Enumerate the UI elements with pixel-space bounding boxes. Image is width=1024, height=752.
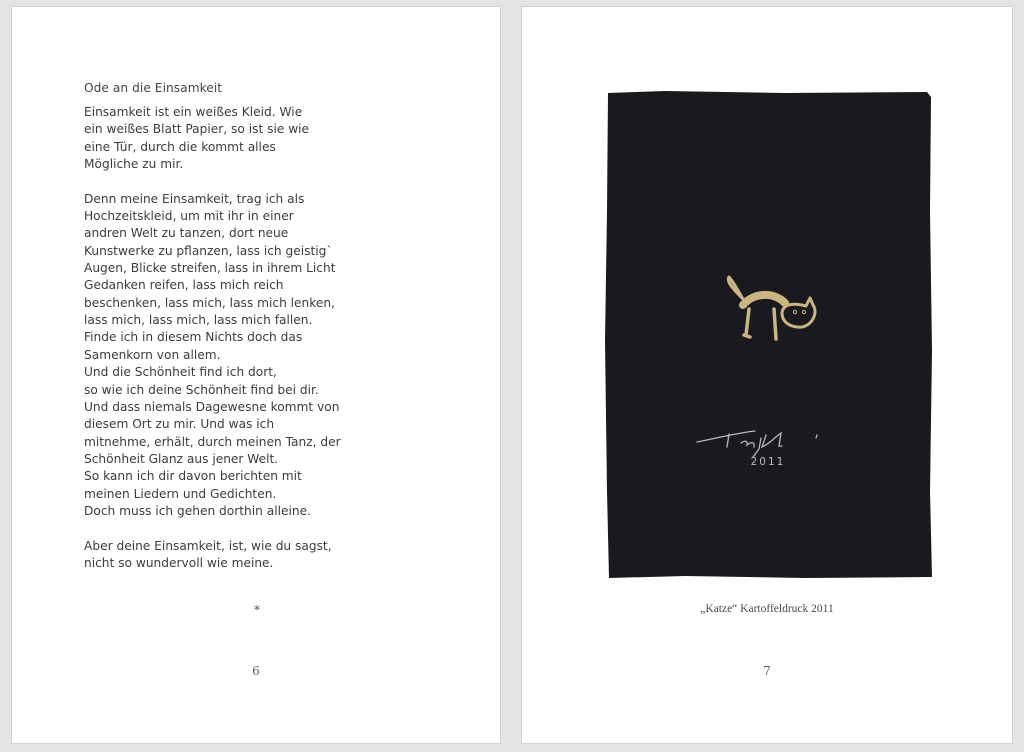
poem-line: Finde ich in diesem Nichts doch das <box>84 330 303 345</box>
poem-line: Doch muss ich gehen dorthin alleine. <box>84 503 311 518</box>
poem-title: Ode an die Einsamkeit <box>84 81 223 95</box>
poem-line: eine Tür, durch die kommt alles <box>84 139 276 154</box>
poem-line: beschenken, lass mich, lass mich lenken, <box>84 295 335 310</box>
page-number-right: 7 <box>763 664 771 678</box>
poem-line: Und dass niemals Dagewesne kommt von <box>84 399 340 414</box>
artwork-svg <box>605 91 933 579</box>
right-page <box>521 6 1013 744</box>
poem-stanza <box>84 191 341 521</box>
page-number-left: 6 <box>252 664 260 678</box>
section-ornament: * <box>254 603 260 617</box>
cat-eye-right <box>802 310 805 313</box>
artwork-print <box>605 91 933 579</box>
poem-line: Denn meine Einsamkeit, trag ich als <box>84 191 305 206</box>
cat-eye-left <box>793 310 796 313</box>
poem-line: Einsamkeit ist ein weißes Kleid. Wie <box>84 105 303 119</box>
poem-line: lass mich, lass mich, lass mich fallen. <box>84 313 313 328</box>
poem-line: So kann ich dir davon berichten mit <box>84 469 302 484</box>
poem-line: andren Welt zu tanzen, dort neue <box>84 226 289 241</box>
poem-line: Augen, Blicke streifen, lass in ihrem Licht <box>84 261 336 276</box>
left-page <box>11 6 501 744</box>
signature-year: 2011 <box>750 456 786 468</box>
poem-line: Hochzeitskleid, um mit ihr in einer <box>84 209 294 224</box>
cat-back-leg <box>774 309 776 339</box>
poem-line: Samenkorn von allem. <box>84 347 221 362</box>
poem-line: Gedanken reifen, lass mich reich <box>84 278 284 293</box>
poem-line: mitnehme, erhält, durch meinen Tanz, der <box>84 434 341 449</box>
poem-stanza <box>84 104 341 173</box>
poem-stanza <box>84 538 341 573</box>
poem-line: Kunstwerke zu pflanzen, lass ich geistig` <box>84 243 333 258</box>
poem-line: Schönheit Glanz aus jener Welt. <box>84 451 279 466</box>
poem-line: so wie ich deine Schönheit find bei dir. <box>84 382 319 397</box>
print-paper <box>605 91 932 578</box>
poem-body <box>84 104 341 590</box>
poem-line: Aber deine Einsamkeit, ist, wie du sagst, <box>84 538 332 553</box>
artwork-caption: „Katze“ Kartoffeldruck 2011 <box>700 603 834 615</box>
poem-line: diesem Ort zu mir. Und was ich <box>84 417 275 432</box>
poem-line: Mögliche zu mir. <box>84 157 184 172</box>
poem-line: Und die Schönheit find ich dort, <box>84 365 277 380</box>
poem-line: nicht so wundervoll wie meine. <box>84 555 274 570</box>
poem-line: meinen Liedern und Gedichten. <box>84 486 277 501</box>
poem-line: ein weißes Blatt Papier, so ist sie wie <box>84 122 310 137</box>
